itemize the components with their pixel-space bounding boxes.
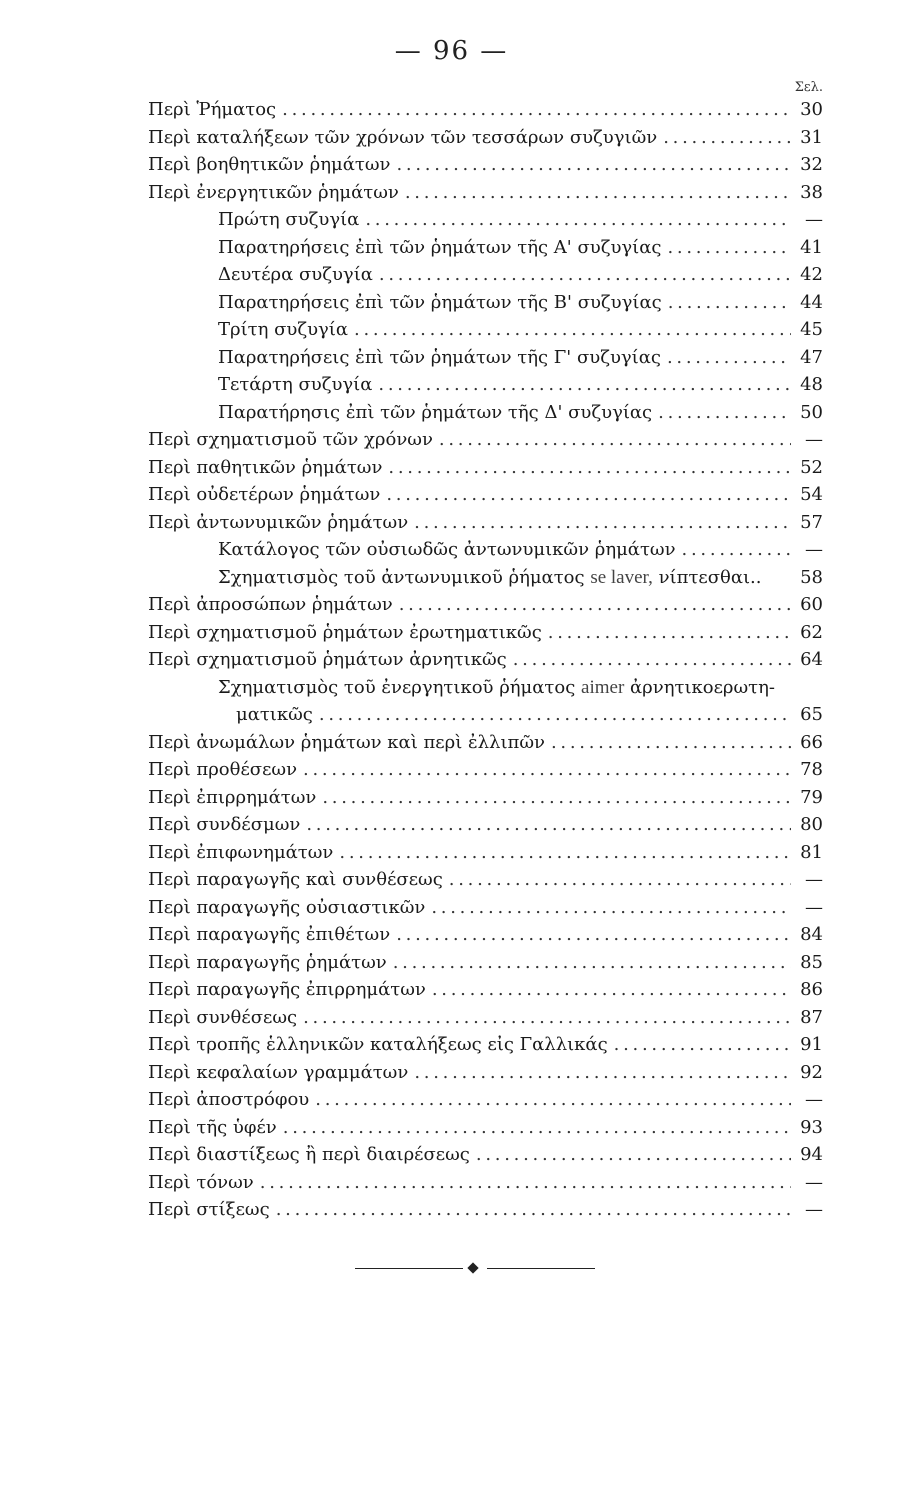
toc-entry-title: Περὶ ἐνεργητικῶν ῥημάτων: [148, 181, 399, 203]
dot-leader: [414, 1059, 791, 1087]
toc-entry-page: —: [805, 1089, 823, 1110]
toc-entry: [148, 894, 823, 922]
toc-entry: [148, 784, 823, 812]
dot-leader: [282, 96, 791, 124]
toc-entry-title: Περὶ παραγωγῆς καὶ συνθέσεως: [148, 869, 443, 890]
toc-entry-title: Περὶ παραγωγῆς ῥημάτων: [148, 951, 387, 973]
dot-leader: [393, 949, 791, 977]
toc-entry-title: Περὶ ἀντωνυμικῶν ῥημάτων: [148, 511, 409, 533]
dot-leader: [682, 536, 791, 564]
dot-leader: [378, 371, 791, 399]
toc-entry-page: 50: [800, 401, 823, 423]
toc-entry-title: Περὶ ἀνωμάλων ῥημάτων καὶ περὶ ἐλλιπῶν: [148, 731, 545, 753]
toc-entry-title: Παρατηρήσεις ἐπὶ τῶν ῥημάτων τῆς Β' συζυγίας: [218, 291, 662, 313]
toc-entry-page: 45: [800, 319, 823, 340]
toc-entry-title: Περὶ παθητικῶν ῥημάτων: [148, 456, 383, 478]
toc-entry-page: 92: [800, 1061, 823, 1083]
toc-entry-page: 66: [800, 731, 823, 753]
toc-entry-page: —: [805, 1199, 823, 1220]
dot-leader: [365, 206, 791, 234]
dot-leader: [668, 289, 791, 317]
dot-leader: [432, 976, 791, 1004]
toc-subentry: [148, 289, 823, 317]
toc-subentry-continuation: [148, 701, 823, 729]
toc-entry-greek: Σχηματισμὸς τοῦ ἀντωνυμικοῦ ῥήματος: [218, 566, 585, 588]
page-number: — 96 —: [394, 36, 509, 66]
toc-entry-page: 84: [800, 924, 823, 945]
toc-entry-title: Τρίτη συζυγία: [218, 319, 349, 340]
toc-entry-greek-after: ἀρνητικοερωτη-: [630, 676, 776, 698]
toc-entry-title: Περὶ Ῥήματος: [148, 99, 277, 120]
dot-leader: [379, 261, 791, 289]
toc-entry-title: Περὶ προθέσεων: [148, 759, 298, 780]
dot-leader: [322, 784, 791, 812]
toc-entry-page: 81: [800, 841, 823, 863]
dot-leader: [658, 399, 791, 427]
toc-entry-title: Παρατηρήσεις ἐπὶ τῶν ῥημάτων τῆς Α' συζυγίας: [218, 236, 662, 258]
toc-entry: [148, 179, 823, 207]
toc-subentry: [148, 536, 823, 564]
toc-entry: [148, 426, 823, 454]
dot-leader: [399, 591, 791, 619]
toc-entry: [148, 1141, 823, 1169]
toc-entry: [148, 454, 823, 482]
toc-subentry: [148, 206, 823, 234]
toc-entry-page: —: [805, 896, 823, 918]
toc-entry-page: 42: [800, 264, 823, 285]
toc-entry-title: Περὶ στίξεως: [148, 1199, 270, 1220]
end-ornament-divider: [355, 1262, 595, 1274]
toc-entry-page: 58: [800, 566, 823, 588]
toc-entry-title: Περὶ οὐδετέρων ῥημάτων: [148, 484, 381, 505]
toc-entry-title: Περὶ παραγωγῆς ἐπιθέτων: [148, 924, 391, 945]
toc-entry-title: ματικῶς: [236, 704, 313, 725]
table-of-contents: [148, 96, 823, 1224]
toc-entry: [148, 481, 823, 509]
toc-entry-title: Περὶ σχηματισμοῦ ῥημάτων ἐρωτηματικῶς: [148, 621, 542, 643]
toc-entry-title: Κατάλογος τῶν οὐσιωδῶς ἀντωνυμικῶν ῥημάτων: [218, 539, 676, 560]
toc-entry: [148, 1196, 823, 1224]
toc-entry: [148, 1114, 823, 1142]
toc-entry-page: 93: [800, 1116, 823, 1138]
page-column-label: Σελ.: [794, 80, 823, 95]
toc-entry-title: Περὶ κεφαλαίων γραμμάτων: [148, 1061, 409, 1083]
toc-entry: [148, 811, 823, 839]
toc-entry-title: Περὶ παραγωγῆς ἐπιρρημάτων: [148, 979, 426, 1000]
toc-entry-title: Δευτέρα συζυγία: [218, 264, 373, 285]
dot-leader: [667, 344, 791, 372]
toc-entry-page: —: [805, 429, 823, 450]
dot-leader: [354, 316, 791, 344]
dot-leader: [396, 921, 791, 949]
toc-subentry: [148, 316, 823, 344]
toc-entry-title: Περὶ βοηθητικῶν ῥημάτων: [148, 154, 391, 175]
toc-entry: [148, 1004, 823, 1032]
toc-subentry: [148, 234, 823, 262]
toc-entry-page: 85: [800, 951, 823, 973]
toc-subentry: [148, 399, 823, 427]
dot-leader: [449, 866, 791, 894]
dot-leader: [405, 179, 791, 207]
toc-entry-page: 94: [800, 1144, 823, 1165]
toc-entry: [148, 646, 823, 674]
toc-entry: [148, 124, 823, 152]
toc-entry-title: Περὶ ἀπροσώπων ῥημάτων: [148, 594, 393, 615]
toc-entry-title: Τετάρτη συζυγία: [218, 374, 373, 395]
toc-entry: [148, 96, 823, 124]
dot-leader: [663, 124, 791, 152]
toc-subentry: [148, 261, 823, 289]
dot-leader: [319, 701, 791, 729]
dot-leader: [339, 839, 791, 867]
dot-leader: [306, 811, 791, 839]
toc-entry-title: Παρατήρησις ἐπὶ τῶν ῥημάτων τῆς Δ' συζυγίας: [218, 401, 653, 423]
dot-leader: [303, 756, 791, 784]
toc-entry-greek-after: νίπτεσθαι..: [658, 566, 762, 588]
dot-leader: [431, 894, 791, 922]
toc-entry-page: 54: [800, 484, 823, 505]
toc-entry-title: Περὶ συνδέσμων: [148, 814, 301, 835]
toc-entry-title: Περὶ συνθέσεως: [148, 1006, 298, 1028]
toc-entry: [148, 729, 823, 757]
toc-entry-title: [148, 564, 762, 592]
toc-entry: [148, 1059, 823, 1087]
dot-leader: [315, 1086, 791, 1114]
toc-entry-page: 44: [800, 291, 823, 313]
toc-entry-title: Περὶ ἀποστρόφου: [148, 1089, 310, 1110]
dot-leader: [548, 619, 791, 647]
toc-entry: [148, 839, 823, 867]
toc-entry-title: Περὶ τροπῆς ἑλληνικῶν καταλήξεως εἰς Γαλλικάς: [148, 1034, 608, 1055]
dot-leader: [513, 646, 791, 674]
toc-entry-title: Περὶ καταλήξεων τῶν χρόνων τῶν τεσσάρων συζυγιῶν: [148, 126, 658, 148]
toc-entry-page: 91: [800, 1034, 823, 1055]
dot-leader: [388, 454, 791, 482]
toc-entry-page: 62: [800, 621, 823, 643]
toc-entry-page: 52: [800, 456, 823, 478]
dot-leader: [303, 1004, 791, 1032]
toc-entry-page: 48: [800, 374, 823, 395]
toc-entry-title: Περὶ τῆς ὑφέν: [148, 1116, 277, 1138]
dot-leader: [476, 1141, 791, 1169]
toc-entry-page: 57: [800, 511, 823, 533]
toc-entry-page: 87: [800, 1006, 823, 1028]
toc-entry-title: Περὶ διαστίξεως ἢ περὶ διαιρέσεως: [148, 1144, 470, 1165]
toc-entry: [148, 619, 823, 647]
toc-entry: [148, 1031, 823, 1059]
toc-entry-page: 65: [800, 704, 823, 725]
toc-entry-title: Περὶ ἐπιφωνημάτων: [148, 841, 334, 863]
toc-subentry: [148, 344, 823, 372]
dot-leader: [396, 151, 791, 179]
toc-entry-page: 64: [800, 649, 823, 670]
toc-entry-page: 31: [800, 126, 823, 148]
toc-entry-page: 30: [800, 99, 823, 120]
toc-entry-latin: aimer: [581, 676, 625, 698]
dot-leader: [667, 234, 791, 262]
toc-entry: [148, 756, 823, 784]
toc-subentry: [148, 674, 823, 702]
toc-entry: [148, 1086, 823, 1114]
toc-entry-page: 79: [800, 786, 823, 808]
toc-entry-latin: se laver,: [590, 566, 653, 588]
toc-entry-title: Πρώτη συζυγία: [218, 209, 360, 230]
toc-entry: [148, 921, 823, 949]
dot-leader: [260, 1169, 791, 1197]
toc-entry: [148, 1169, 823, 1197]
toc-entry-page: —: [805, 209, 823, 230]
toc-entry-title: Περὶ ἐπιρρημάτων: [148, 786, 317, 808]
dot-leader: [283, 1114, 791, 1142]
toc-entry-page: —: [805, 869, 823, 890]
toc-entry-page: —: [805, 539, 823, 560]
toc-entry-page: 41: [800, 236, 823, 258]
dot-leader: [386, 481, 791, 509]
dot-leader: [276, 1196, 791, 1224]
toc-entry: [148, 509, 823, 537]
toc-entry: [148, 866, 823, 894]
toc-entry-page: 60: [800, 594, 823, 615]
toc-entry-title: Παρατηρήσεις ἐπὶ τῶν ῥημάτων τῆς Γ' συζυγίας: [218, 346, 661, 368]
dot-leader: [551, 729, 791, 757]
toc-entry: [148, 151, 823, 179]
toc-entry-title: Περὶ τόνων: [148, 1171, 254, 1193]
toc-entry-title: Περὶ σχηματισμοῦ τῶν χρόνων: [148, 429, 433, 450]
toc-entry-title: Περὶ σχηματισμοῦ ῥημάτων ἀρνητικῶς: [148, 649, 507, 670]
toc-entry-greek: Σχηματισμὸς τοῦ ἐνεργητικοῦ ῥήματος: [218, 676, 576, 698]
toc-entry: [148, 949, 823, 977]
toc-entry-page: 38: [800, 181, 823, 203]
toc-entry-page: 86: [800, 979, 823, 1000]
toc-entry: [148, 976, 823, 1004]
divider-line-right: [487, 1268, 595, 1269]
toc-entry-page: 78: [800, 759, 823, 780]
toc-entry: [148, 591, 823, 619]
toc-entry-page: 32: [800, 154, 823, 175]
dot-leader: [439, 426, 791, 454]
toc-entry-title: [148, 674, 775, 702]
toc-subentry: [148, 371, 823, 399]
toc-entry-page: 47: [800, 346, 823, 368]
diamond-ornament-icon: [467, 1262, 478, 1273]
toc-subentry: [148, 564, 823, 592]
dot-leader: [614, 1031, 791, 1059]
dot-leader: [414, 509, 791, 537]
toc-entry-page: —: [805, 1171, 823, 1193]
toc-entry-title: Περὶ παραγωγῆς οὐσιαστικῶν: [148, 896, 426, 918]
toc-entry-page: 80: [800, 814, 823, 835]
divider-line-left: [355, 1268, 463, 1269]
